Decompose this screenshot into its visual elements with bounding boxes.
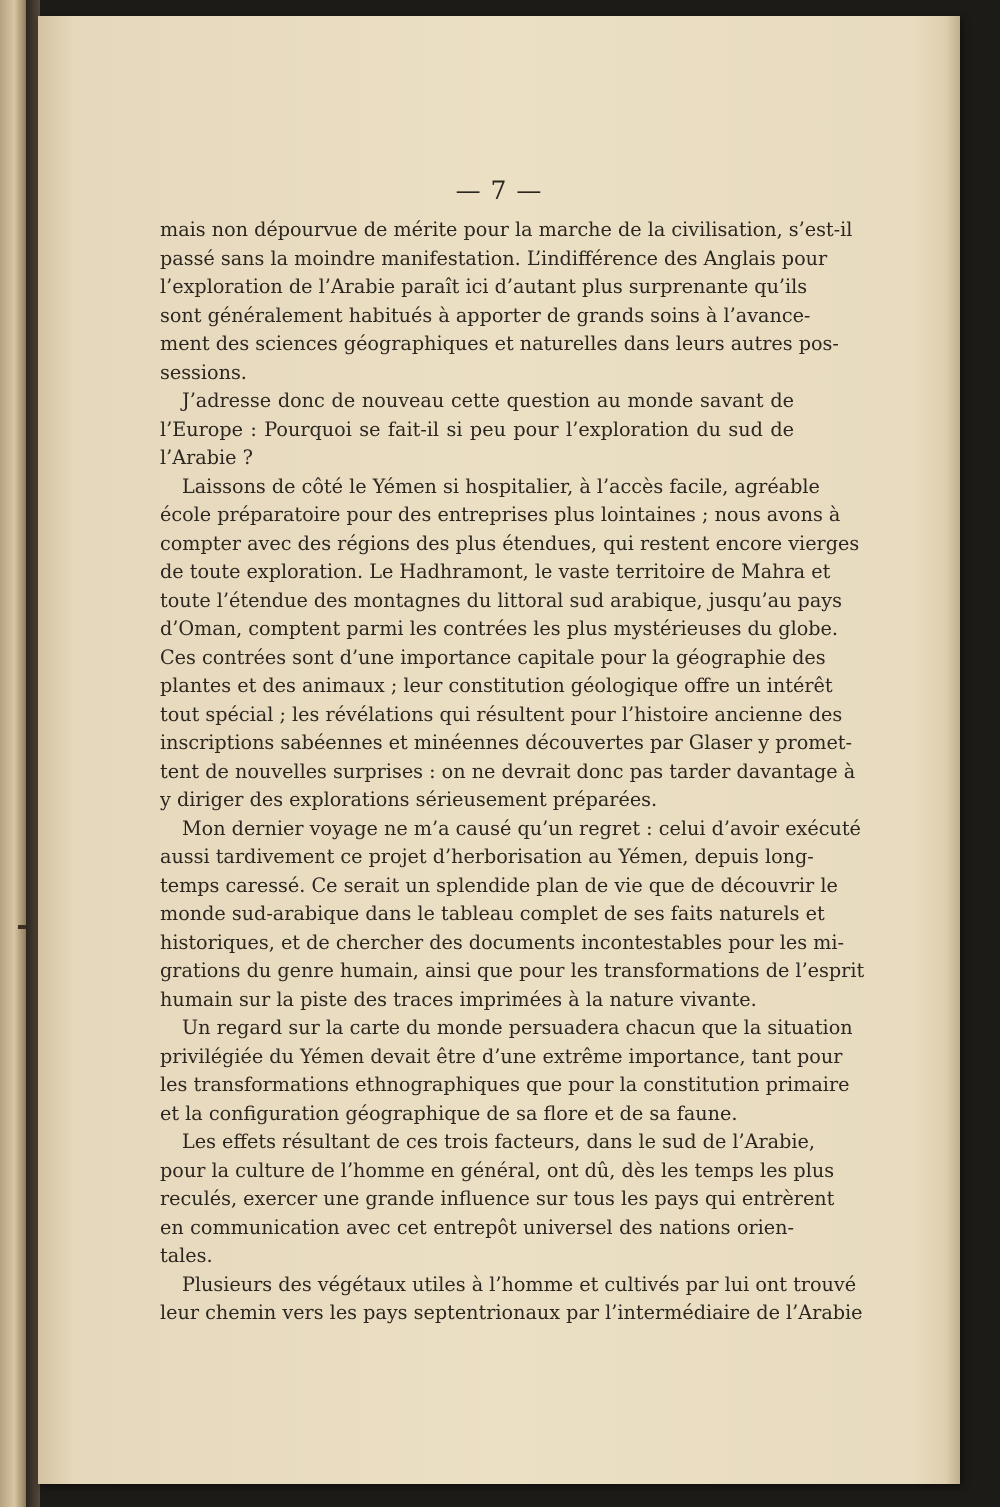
text-line: monde sud-arabique dans le tableau complet de ses faits naturels et: [160, 902, 825, 925]
page-number: — 7 —: [455, 176, 543, 205]
text-line: et la configuration géographique de sa flore et de sa faune.: [160, 1101, 738, 1125]
document-page: [38, 16, 960, 1484]
text-line: pour la culture de l’homme en général, ont dû, dès les temps les plus: [160, 1158, 835, 1182]
margin-mark: [18, 925, 26, 929]
text-line: l’exploration de l’Arabie paraît ici d’autant plus surprenante qu’ils: [160, 275, 808, 298]
text-line: Ces contrées sont d’une importance capitale pour la géographie des: [160, 645, 826, 669]
text-line: Un regard sur la carte du monde persuadera chacun que la situation: [182, 1016, 853, 1039]
previous-page-edge: [0, 0, 26, 1507]
text-line: grations du genre humain, ainsi que pour les transformations de l’esprit: [160, 959, 865, 982]
paragraph: [160, 1014, 853, 1128]
paragraph: [160, 815, 865, 1015]
paragraph: [160, 473, 860, 815]
text-line: d’Oman, comptent parmi les contrées les plus mystérieuses du globe.: [160, 617, 838, 640]
text-line: reculés, exercer une grande influence sur tous les pays qui entrèrent: [160, 1187, 835, 1210]
body-text: [160, 216, 865, 1328]
paragraph: [160, 216, 853, 387]
text-line: tales.: [160, 1244, 213, 1267]
text-line: y diriger des explorations sérieusement préparées.: [160, 788, 658, 811]
text-line: privilégiée du Yémen devait être d’une extrême importance, tant pour: [160, 1044, 843, 1068]
page-edge-shadow: [946, 16, 960, 1484]
text-line: Les effets résultant de ces trois facteurs, dans le sud de l’Arabie,: [182, 1130, 815, 1153]
text-line: aussi tardivement ce projet d’herborisation au Yémen, depuis long-: [160, 845, 814, 868]
text-line: l’Arabie ?: [160, 446, 253, 469]
text-line: sessions.: [160, 360, 247, 384]
text-line: inscriptions sabéennes et minéennes découvertes par Glaser y promet-: [160, 731, 852, 754]
text-line: plantes et des animaux ; leur constitution géologique offre un intérêt: [160, 674, 833, 697]
text-line: toute l’étendue des montagnes du littoral sud arabique, jusqu’au pays: [160, 588, 842, 612]
text-line: Mon dernier voyage ne m’a causé qu’un regret : celui d’avoir exécuté: [182, 816, 861, 840]
paragraph: [160, 1128, 835, 1271]
text-line: l’Europe : Pourquoi se fait-il si peu pour l’exploration du sud de: [160, 417, 794, 441]
text-line: Laissons de côté le Yémen si hospitalier, à l’accès facile, agréable: [182, 474, 820, 498]
paragraph: [160, 387, 794, 473]
text-line: sont généralement habitués à apporter de grands soins à l’avance-: [160, 303, 811, 327]
text-line: de toute exploration. Le Hadhramont, le vaste territoire de Mahra et: [160, 560, 831, 583]
text-line: historiques, et de chercher des documents incontestables pour les mi-: [160, 930, 844, 954]
text-line: école préparatoire pour des entreprises plus lointaines ; nous avons à: [160, 503, 841, 526]
text-line: passé sans la moindre manifestation. L’indifférence des Anglais pour: [160, 246, 828, 270]
text-line: tent de nouvelles surprises : on ne devrait donc pas tarder davantage à: [160, 759, 856, 783]
text-line: J’adresse donc de nouveau cette question au monde savant de: [182, 389, 794, 412]
text-line: tout spécial ; les révélations qui résultent pour l’histoire ancienne des: [160, 702, 843, 726]
text-line: en communication avec cet entrepôt universel des nations orien-: [160, 1215, 794, 1239]
text-line: temps caressé. Ce serait un splendide plan de vie que de découvrir le: [160, 873, 838, 897]
text-line: ment des sciences géographiques et naturelles dans leurs autres pos-: [160, 332, 839, 355]
text-line: les transformations ethnographiques que pour la constitution primaire: [160, 1073, 850, 1096]
text-line: Plusieurs des végétaux utiles à l’homme et cultivés par lui ont trouvé: [182, 1272, 857, 1296]
text-line: humain sur la piste des traces imprimées à la nature vivante.: [160, 987, 757, 1011]
text-line: leur chemin vers les pays septentrionaux par l’intermédiaire de l’Arabie: [160, 1301, 863, 1324]
text-line: compter avec des régions des plus étendues, qui restent encore vierges: [160, 531, 860, 555]
text-line: mais non dépourvue de mérite pour la marche de la civilisation, s’est-il: [160, 218, 853, 241]
paragraph: [160, 1271, 863, 1328]
